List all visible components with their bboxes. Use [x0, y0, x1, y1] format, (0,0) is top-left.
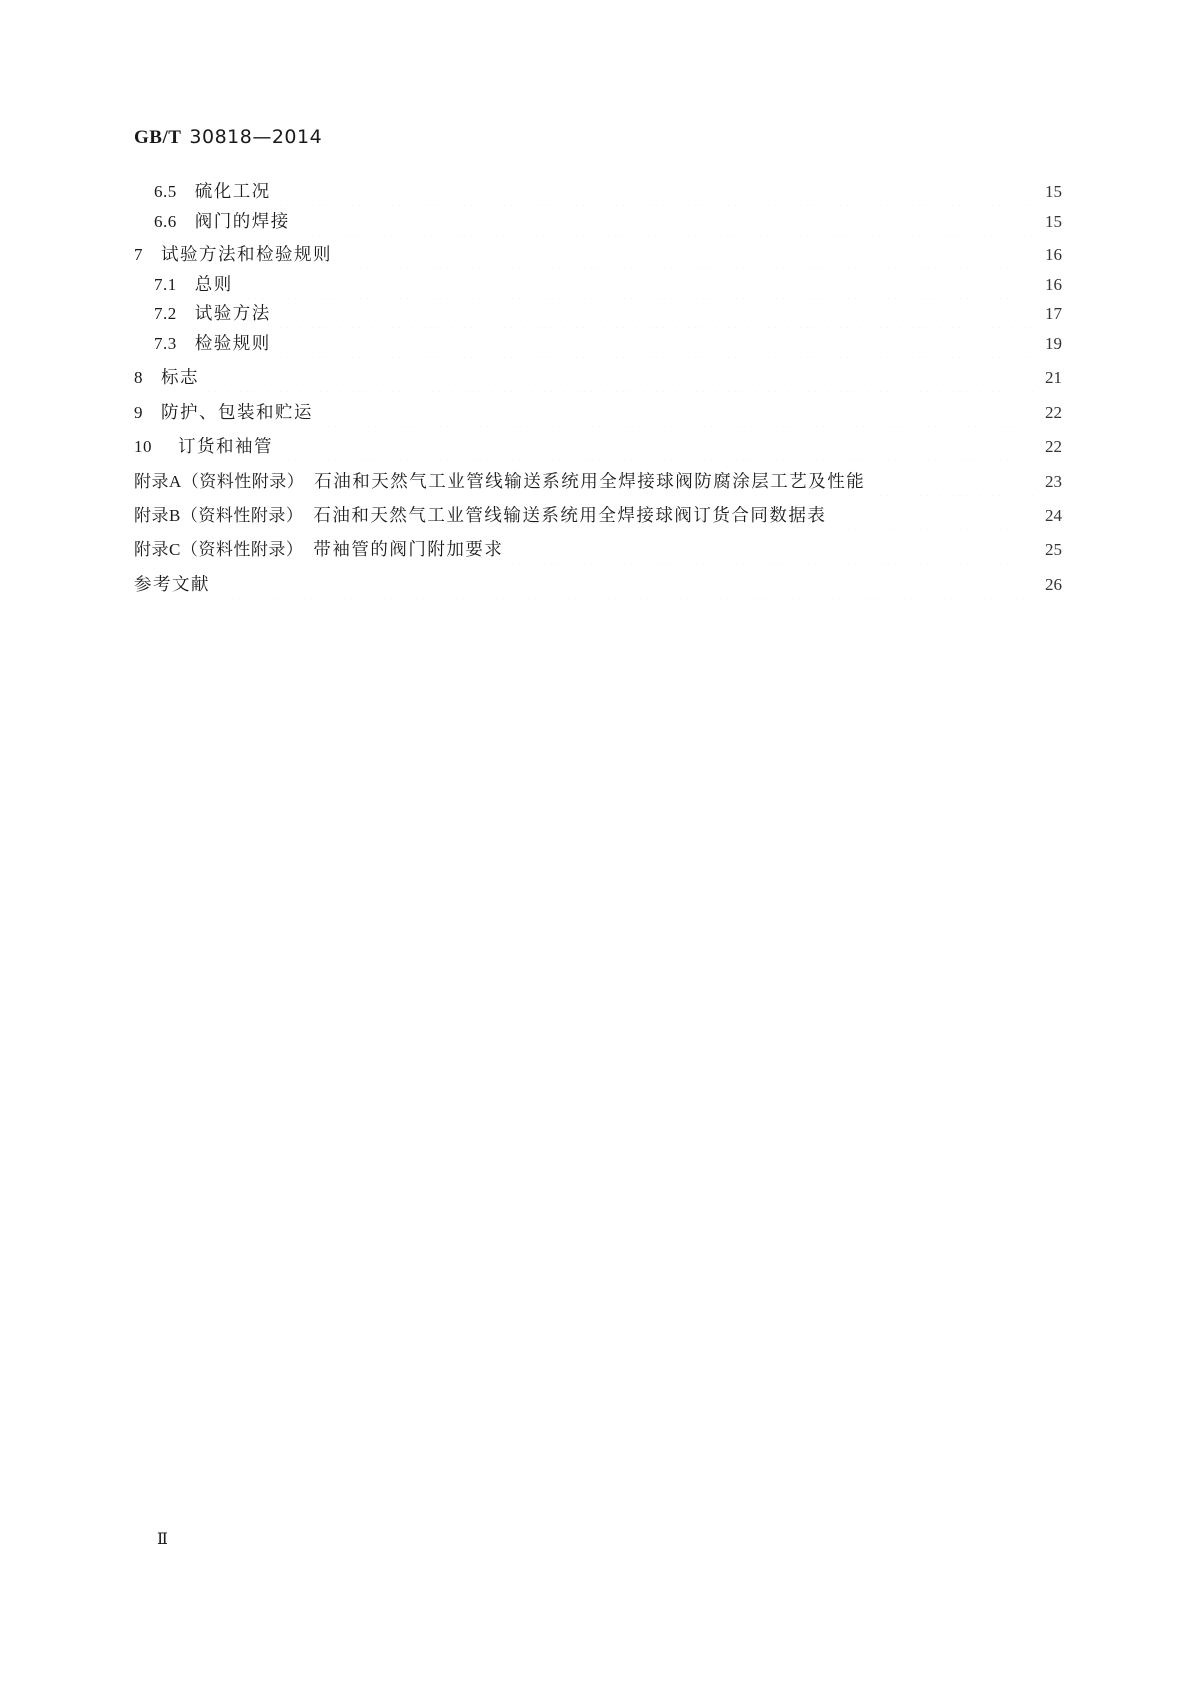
- toc-dot-leader: [216, 571, 1036, 599]
- toc-dot-leader: [277, 178, 1036, 206]
- toc-entry[interactable]: [134, 399, 1062, 427]
- toc-entry-title: 标志: [161, 368, 199, 388]
- toc-entry[interactable]: [134, 300, 1062, 328]
- page-number: Ⅱ: [157, 1531, 168, 1548]
- toc-entry-title: 参考文献: [134, 575, 210, 595]
- toc-dot-leader: [205, 364, 1036, 392]
- toc-entry-title: 试验方法: [194, 304, 271, 324]
- toc-entry-title: 石油和天然气工业管线输送系统用全焊接球阀防腐涂层工艺及性能: [314, 472, 866, 492]
- toc-dot-leader: [279, 433, 1036, 461]
- toc-entry[interactable]: [134, 271, 1062, 299]
- toc-entry-number: 附录B（资料性附录）: [134, 506, 304, 525]
- toc-dot-leader: [277, 300, 1036, 328]
- toc-entry-page: 25: [1045, 540, 1062, 559]
- document-code-prefix: GB/T: [134, 127, 182, 148]
- toc-entry-page: 16: [1045, 245, 1062, 264]
- toc-entry-page: 24: [1045, 506, 1062, 525]
- toc-entry[interactable]: [134, 433, 1062, 461]
- toc-entry-references[interactable]: [134, 571, 1062, 599]
- toc-entry-number: 6.6: [154, 212, 177, 231]
- toc-dot-leader: [338, 241, 1036, 269]
- toc-entry-annex-c[interactable]: [134, 536, 1062, 564]
- toc-entry[interactable]: [134, 208, 1062, 236]
- toc-entry-page: 21: [1045, 368, 1062, 387]
- toc-dot-leader: [871, 468, 1036, 496]
- toc-entry-number: 7.1: [154, 275, 177, 294]
- toc-entry-number: 6.5: [154, 182, 177, 201]
- document-code-number: 30818—2014: [189, 126, 323, 148]
- toc-entry-page: 15: [1045, 182, 1062, 201]
- toc-entry-page: 22: [1045, 403, 1062, 422]
- toc-entry-number: 10: [134, 437, 152, 456]
- toc-entry-number: 7: [134, 245, 143, 264]
- toc-dot-leader: [277, 330, 1036, 358]
- document-code: [134, 126, 322, 149]
- toc-entry-title: 带袖管的阀门附加要求: [313, 540, 504, 560]
- toc-entry-page: 15: [1045, 212, 1062, 231]
- toc-entry-title: 阀门的焊接: [194, 212, 290, 232]
- toc-entry-title: 石油和天然气工业管线输送系统用全焊接球阀订货合同数据表: [313, 506, 827, 526]
- toc-entry-number: 8: [134, 368, 143, 387]
- toc-entry-number: 7.3: [154, 334, 177, 353]
- toc-dot-leader: [832, 502, 1036, 530]
- toc-entry[interactable]: [134, 364, 1062, 392]
- toc-entry-page: 26: [1045, 575, 1062, 594]
- toc-entry-number: 附录A（资料性附录）: [134, 472, 305, 491]
- toc-entry-page: 19: [1045, 334, 1062, 353]
- toc-entry[interactable]: [134, 178, 1062, 206]
- toc-entry-number: 附录C（资料性附录）: [134, 540, 304, 559]
- toc-entry-annex-a[interactable]: [134, 468, 1062, 496]
- toc-entry-number: 7.2: [154, 304, 177, 323]
- toc-entry-page: 16: [1045, 275, 1062, 294]
- toc-entry[interactable]: [134, 330, 1062, 358]
- toc-dot-leader: [296, 208, 1036, 236]
- toc-entry-page: 17: [1045, 304, 1062, 323]
- toc-entry-page: 22: [1045, 437, 1062, 456]
- toc-entry-title: 试验方法和检验规则: [161, 245, 332, 265]
- toc-entry-title: 总则: [194, 275, 233, 295]
- toc-entry[interactable]: [134, 241, 1062, 269]
- toc-entry-title: 防护、包装和贮运: [161, 403, 313, 423]
- toc-entry-annex-b[interactable]: [134, 502, 1062, 530]
- toc-dot-leader: [319, 399, 1036, 427]
- toc-entry-number: 9: [134, 403, 143, 422]
- toc-entry-title: 订货和袖管: [178, 437, 273, 457]
- toc-entry-title: 硫化工况: [194, 182, 271, 202]
- toc-dot-leader: [509, 536, 1036, 564]
- toc-entry-page: 23: [1045, 472, 1062, 491]
- toc-entry-title: 检验规则: [194, 334, 271, 354]
- toc-dot-leader: [239, 271, 1036, 299]
